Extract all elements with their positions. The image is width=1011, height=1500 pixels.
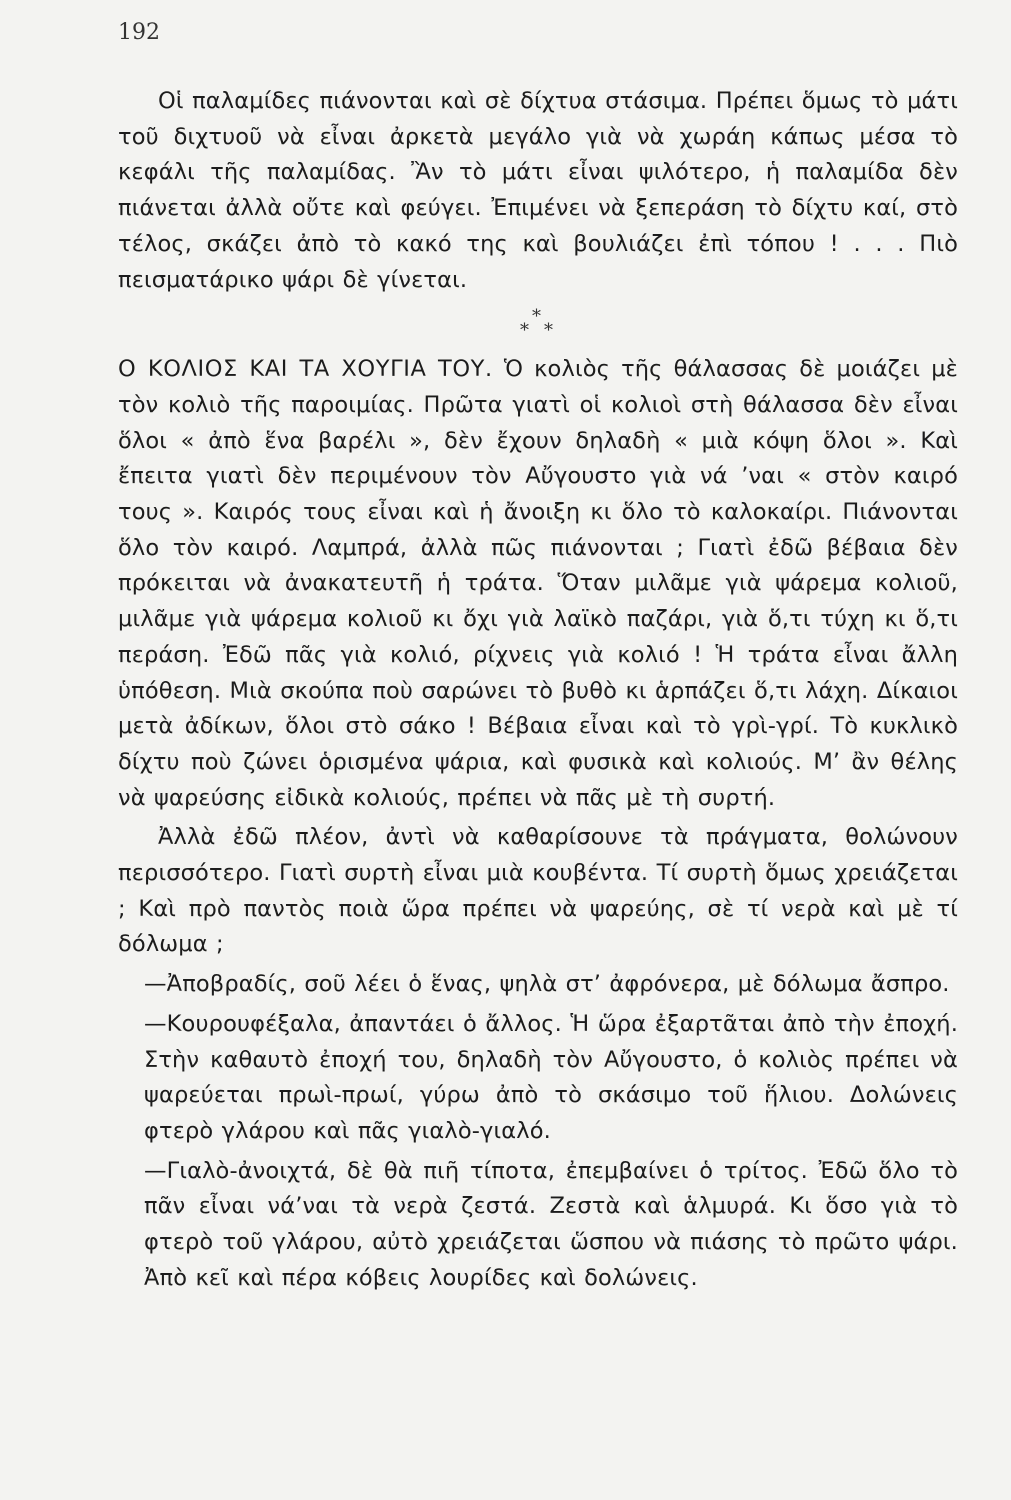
paragraph-kolios-intro	[118, 352, 958, 816]
section-separator	[508, 306, 568, 346]
paragraph-kolios-text: Ὁ κολιὸς τῆς θάλασσας δὲ μοιάζει μὲ τὸν κολιὸ τῆς παροιμίας. Πρῶτα γιατὶ οἱ κολιοὶ στὴ θάλασσα δὲν εἶναι ὅλοι « ἀπὸ ἕνα βαρέλι », δὲν ἔχουν δηλαδὴ « μιὰ κόψη ὅλοι ». Καὶ ἔπειτα γιατὶ δὲν περιμένουν τὸν Αὔγουστο γιὰ νά ’ναι « στὸν καιρό τους ». Καιρός τους εἶναι καὶ ἡ ἄνοιξη κι ὅλο τὸ καλοκαίρι. Πιάνονται ὅλο τὸν καιρό. Λαμπρά, ἀλλὰ πῶς πιάνονται ; Γιατὶ ἐδῶ βέβαια δὲν πρόκειται νὰ ἀνακατευτῆ ἡ τράτα. Ὅταν μιλᾶμε γιὰ ψάρεμα κολιοῦ, μιλᾶμε γιὰ ψάρεμα κολιοῦ κι ὄχι γιὰ λαϊκὸ παζάρι, γιὰ ὅ,τι τύχη κι ὅ,τι περάση. Ἐδῶ πᾶς γιὰ κολιό, ρίχνεις γιὰ κολιό ! Ἡ τράτα εἶναι ἄλλη ὑπόθεση. Μιὰ σκούπα ποὺ σαρώνει τὸ βυθὸ κι ἁρπάζει ὅ,τι λάχη. Δίκαιοι μετὰ ἀδίκων, ὅλοι στὸ σάκο ! Βέβαια εἶναι καὶ τὸ γρὶ-γρί. Τὸ κυκλικὸ δίχτυ ποὺ ζώνει ὁρισμένα ψάρια, καὶ φυσικὰ καὶ κολιούς. Μ’ ἂν θέλης νὰ ψαρεύσης εἰδικὰ κολιούς, πρέπει νὰ πᾶς μὲ τὴ συρτή.	[118, 356, 958, 811]
dialogue-line-third: —Γιαλὸ-ἀνοιχτά, δὲ θὰ πιῆ τίποτα, ἐπεμβαίνει ὁ τρίτος. Ἐδῶ ὅλο τὸ πᾶν εἶναι νά’ναι τὰ νερὰ ζεστά. Ζεστὰ καὶ ἁλμυρά. Κι ὅσο γιὰ τὸ φτερὸ τοῦ γλάρου, αὐτὸ χρειάζεται ὥσπου νὰ πιάσης τὸ πρῶτο ψάρι. Ἀπὸ κεῖ καὶ πέρα κόβεις λουρίδες καὶ δολώνεις.	[144, 1157, 958, 1291]
dialogue-line-second: —Κουρουφέξαλα, ἀπαντάει ὁ ἄλλος. Ἡ ὥρα ἐξαρτᾶται ἀπὸ τὴν ἐποχή. Στὴν καθαυτὸ ἐποχή του, δηλαδὴ τὸν Αὔγουστο, ὁ κολιὸς πρέπει νὰ ψαρεύεται πρωὶ-πρωί, γύρω ἀπὸ τὸ σκάσιμο τοῦ ἥλιου. Δολώνεις φτερὸ γλάρου καὶ πᾶς γιαλὸ-γιαλό.	[144, 1010, 958, 1144]
separator-star-right: *	[544, 320, 553, 342]
dialogue-line-first: —Ἀποβραδίς, σοῦ λέει ὁ ἕνας, ψηλὰ στ’ ἀφρόνερα, μὲ δόλωμα ἄσπρο.	[144, 971, 950, 998]
section-heading: Ο ΚΟΛΙΟΣ ΚΑΙ ΤΑ ΧΟΥΓΙΑ ΤΟΥ.	[118, 356, 493, 383]
page-body	[118, 84, 958, 1297]
separator-star-top: *	[532, 306, 541, 328]
separator-star-left: *	[520, 320, 529, 342]
paragraph-palamides: Οἱ παλαμίδες πιάνονται καὶ σὲ δίχτυα στάσιμα. Πρέπει ὅμως τὸ μάτι τοῦ διχτυοῦ νὰ εἶναι ἀρκετὰ μεγάλο γιὰ νὰ χωράη κάπως μέσα τὸ κεφάλι τῆς παλαμίδας. Ἂν τὸ μάτι εἶναι ψιλότερο, ἡ παλαμίδα δὲν πιάνεται ἀλλὰ οὔτε καὶ φεύγει. Ἐπιμένει νὰ ξεπεράση τὸ δίχτυ καί, στὸ τέλος, σκάζει ἀπὸ τὸ κακό της καὶ βουλιάζει ἐπὶ τόπου ! . . . Πιὸ πεισματάρικο ψάρι δὲ γίνεται.	[118, 88, 958, 293]
page-number: 192	[118, 20, 160, 45]
paragraph-syrti: Ἀλλὰ ἐδῶ πλέον, ἀντὶ νὰ καθαρίσουνε τὰ πράγματα, θολώνουν περισσότερο. Γιατὶ συρτὴ εἶναι μιὰ κουβέντα. Τί συρτὴ ὅμως χρειάζεται ; Καὶ πρὸ παντὸς ποιὰ ὥρα πρέπει νὰ ψαρεύης, σὲ τί νερὰ καὶ μὲ τί δόλωμα ;	[118, 824, 958, 958]
